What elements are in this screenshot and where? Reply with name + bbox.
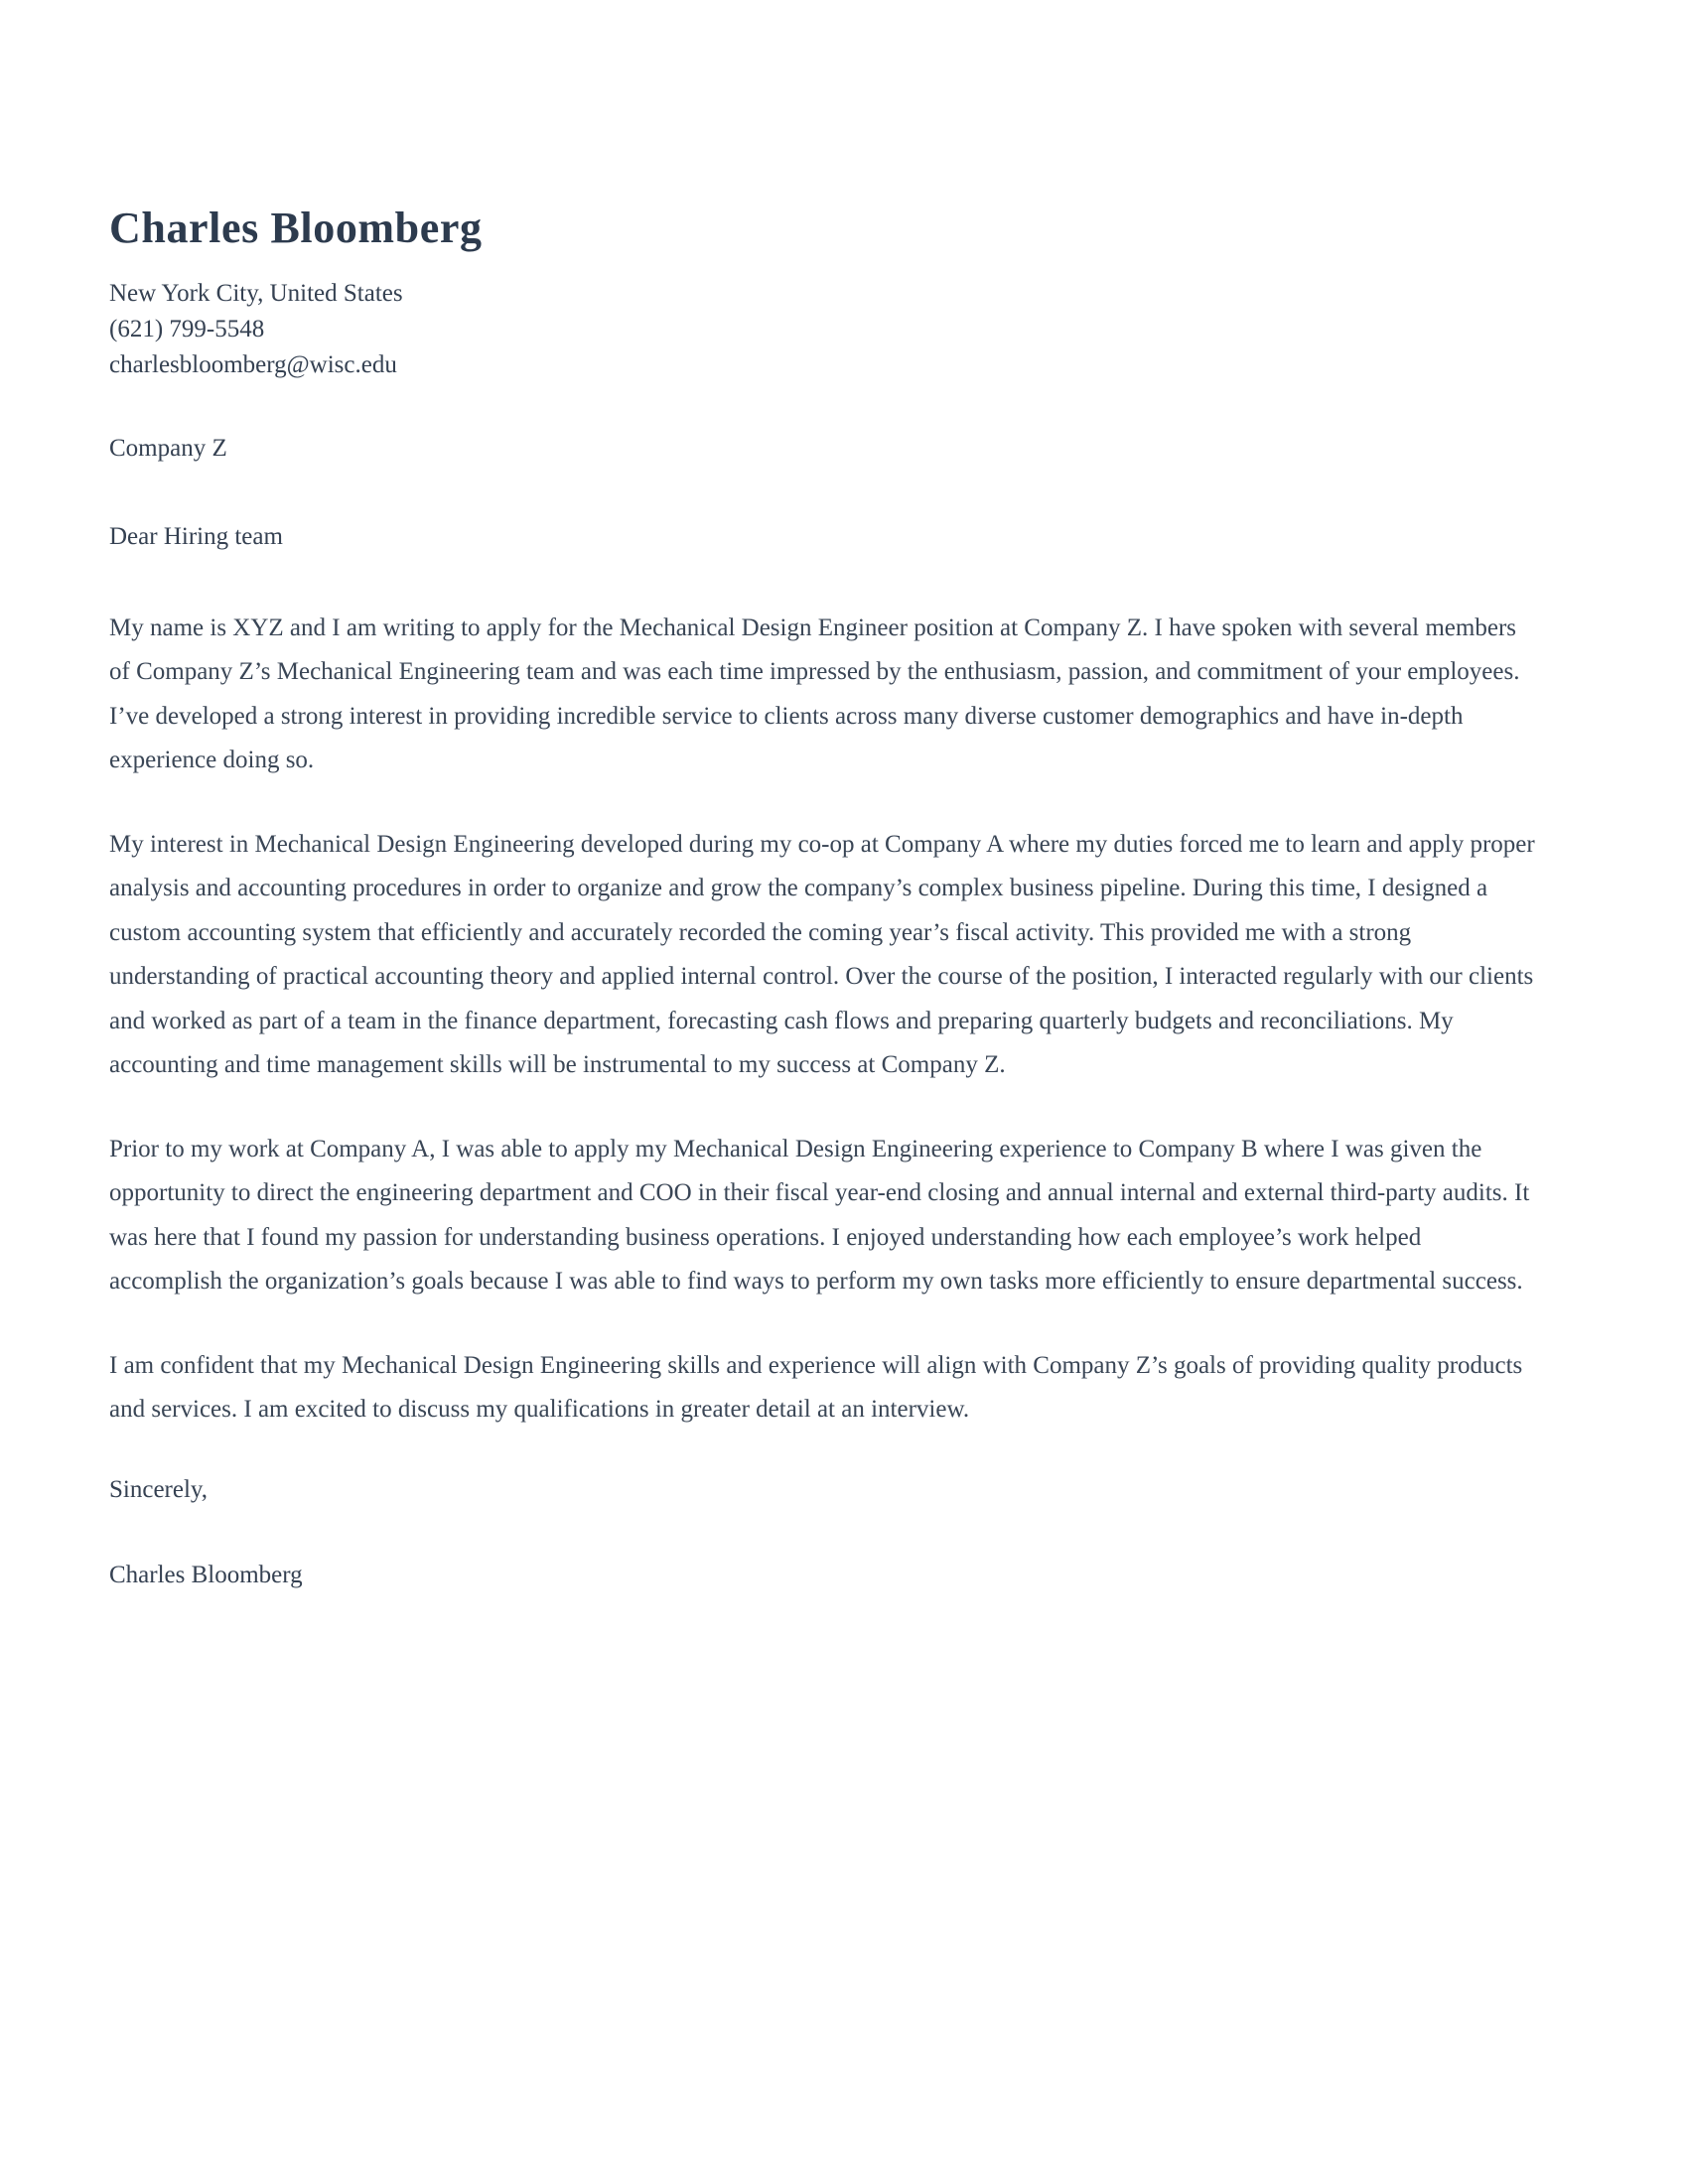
contact-block <box>109 276 1539 384</box>
body-paragraph-2: My interest in Mechanical Design Engineering developed during my co-op at Company A where my duties forced me to learn and apply proper analysis and accounting procedures in order to organize and grow the company’s complex business pipeline. During this time, I designed a custom accounting system that efficiently and accurately recorded the coming year’s fiscal activity. This provided me with a strong understanding of practical accounting theory and applied internal control. Over the course of the position, I interacted regularly with our clients and worked as part of a team in the finance department, forecasting cash flows and preparing quarterly budgets and reconciliations. My accounting and time management skills will be instrumental to my success at Company Z. <box>109 830 1535 1079</box>
body-paragraph-3: Prior to my work at Company A, I was able to apply my Mechanical Design Engineering experience to Company B where I was given the opportunity to direct the engineering department and COO in their fiscal year-end closing and annual internal and external third-party audits. It was here that I found my passion for understanding business operations. I enjoyed understanding how each employee’s work helped accomplish the organization’s goals because I was able to find ways to perform my own tasks more efficiently to ensure departmental success. <box>109 1135 1530 1296</box>
contact-location: New York City, United States <box>109 279 403 307</box>
valediction: Sincerely, <box>109 1475 209 1503</box>
page-title: Charles Bloomberg <box>109 204 483 252</box>
recipient-company: Company Z <box>109 435 227 463</box>
salutation: Dear Hiring team <box>109 522 283 550</box>
letter-body <box>109 204 1539 1593</box>
contact-email: charlesbloomberg@wisc.edu <box>109 351 397 379</box>
signature-name: Charles Bloomberg <box>109 1562 303 1589</box>
contact-phone: (621) 799-5548 <box>109 315 265 342</box>
body-paragraph-1: My name is XYZ and I am writing to apply for the Mechanical Design Engineer position at Company Z. I have spoken with several members of Company Z’s Mechanical Engineering team and was each time impressed by the enthusiasm, passion, and commitment of your employees. I’ve developed a strong interest in providing incredible service to clients across many diverse customer demographics and have in-depth experience doing so. <box>109 614 1520 774</box>
body-paragraph-4: I am confident that my Mechanical Design Engineering skills and experience will align with Company Z’s goals of providing quality products and services. I am excited to discuss my qualifications in greater detail at an interview. <box>109 1351 1523 1424</box>
